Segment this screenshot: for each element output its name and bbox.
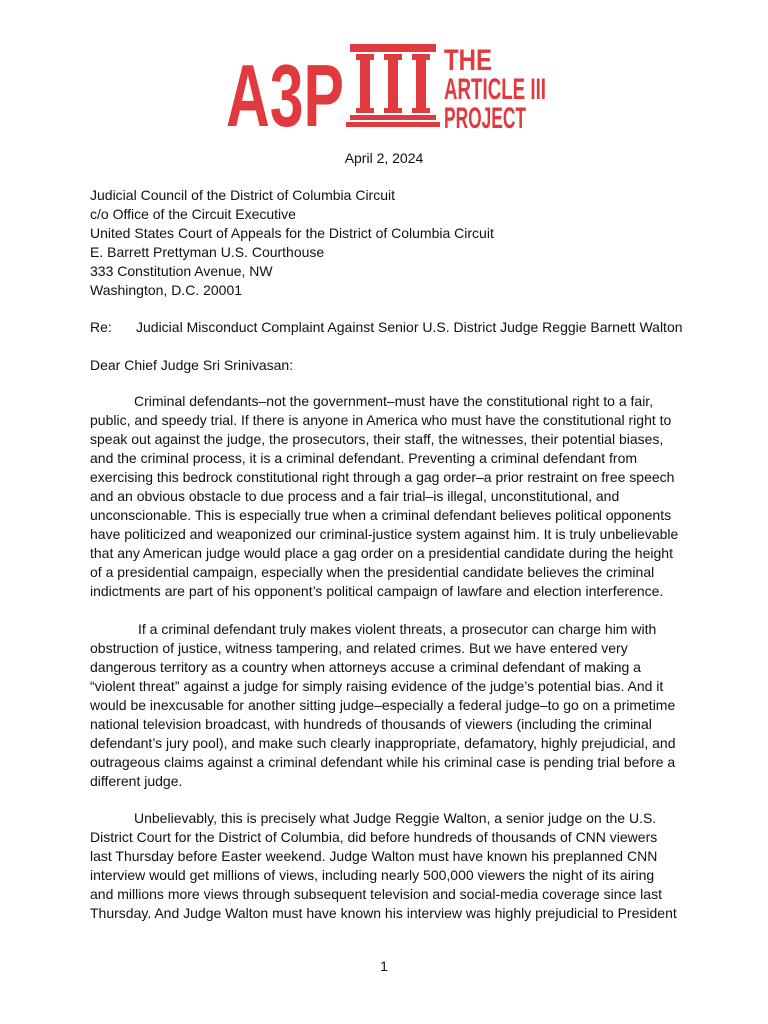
paragraph-text: Criminal defendants–not the government–must have the constitutional right to a fair, public, and speedy trial. If there is anyone in America who must have the constitutional right to speak out against the judge, the prosecutors, their staff, the witnesses, their potential biases, and the criminal process, it is a criminal defendant. Preventing a criminal defendant from exercising this bedrock constitutional right through a gag order–a prior restraint on free speech and an obvious obstacle to due process and a fair trial–is illegal, unconstitutional, and unconscionable. This is especially true when a criminal defendant believes political opponents have politicized and weaponized our criminal-justice system against him. It is truly unbelievable that any American judge would place a gag order on a presidential candidate during the height of a presidential campaign, especially when the presidential candidate believes the criminal indictments are part of his opponent’s political campaign of lawfare and election interference. [90, 393, 679, 599]
subject-label: Re: [90, 319, 112, 335]
letter-date: April 2, 2024 [344, 150, 424, 166]
address-line: c/o Office of the Circuit Executive [90, 206, 296, 222]
body-paragraph [90, 620, 680, 791]
logo-line-1: THE [444, 44, 492, 77]
paragraph-text: If a criminal defendant truly makes violent threats, a prosecutor can charge him with obstruction of justice, witness tampering, and related crimes. But we have entered very dangerous territory as a country when attorneys accuse a criminal defendant of making a “violent threat” against a judge for simply raising evidence of the judge’s potential bias. And it would be inexcusable for another sitting judge–especially a federal judge–to go on a primetime national television broadcast, with hundreds of thousands of viewers (including the criminal defendant’s jury pool), and make such clearly inappropriate, defamatory, highly prejudicial, and outrageous claims against a criminal defendant while his criminal case is pending trial before a different judge. [90, 621, 676, 789]
subject-text: Judicial Misconduct Complaint Against Senior U.S. District Judge Reggie Barnett Walton [136, 319, 683, 335]
address-line: Washington, D.C. 20001 [90, 282, 243, 298]
recipient-address [90, 186, 680, 300]
logo-line-2: ARTICLE III [444, 73, 546, 106]
columns-icon [346, 44, 440, 127]
paragraph-text: Unbelievably, this is precisely what Judge Reggie Walton, a senior judge on the U.S. District Court for the District of Columbia, did before hundreds of thousands of CNN viewers last Thursday before Easter weekend. Judge Walton must have known his preplanned CNN interview would get millions of views, including nearly 500,000 viewers the night of its airing and millions more views through subsequent television and social-media coverage since last Thursday. And Judge Walton must have known his interview was highly prejudicial to President [90, 810, 677, 921]
a3p-logo [226, 42, 546, 145]
a3p-logo-graphic [226, 42, 546, 145]
address-line: 333 Constitution Avenue, NW [90, 263, 273, 279]
logo-line-3: PROJECT [444, 102, 526, 135]
subject-line [90, 318, 683, 337]
body-paragraph [90, 809, 680, 923]
salutation: Dear Chief Judge Sri Srinivasan: [90, 357, 294, 373]
address-line: United States Court of Appeals for the District of Columbia Circuit [90, 225, 494, 241]
page-number: 1 [380, 958, 388, 974]
address-line: E. Barrett Prettyman U.S. Courthouse [90, 244, 325, 260]
address-line: Judicial Council of the District of Columbia Circuit [90, 187, 395, 203]
body-paragraph [90, 392, 680, 601]
logo-abbreviation: A3P [226, 46, 344, 145]
